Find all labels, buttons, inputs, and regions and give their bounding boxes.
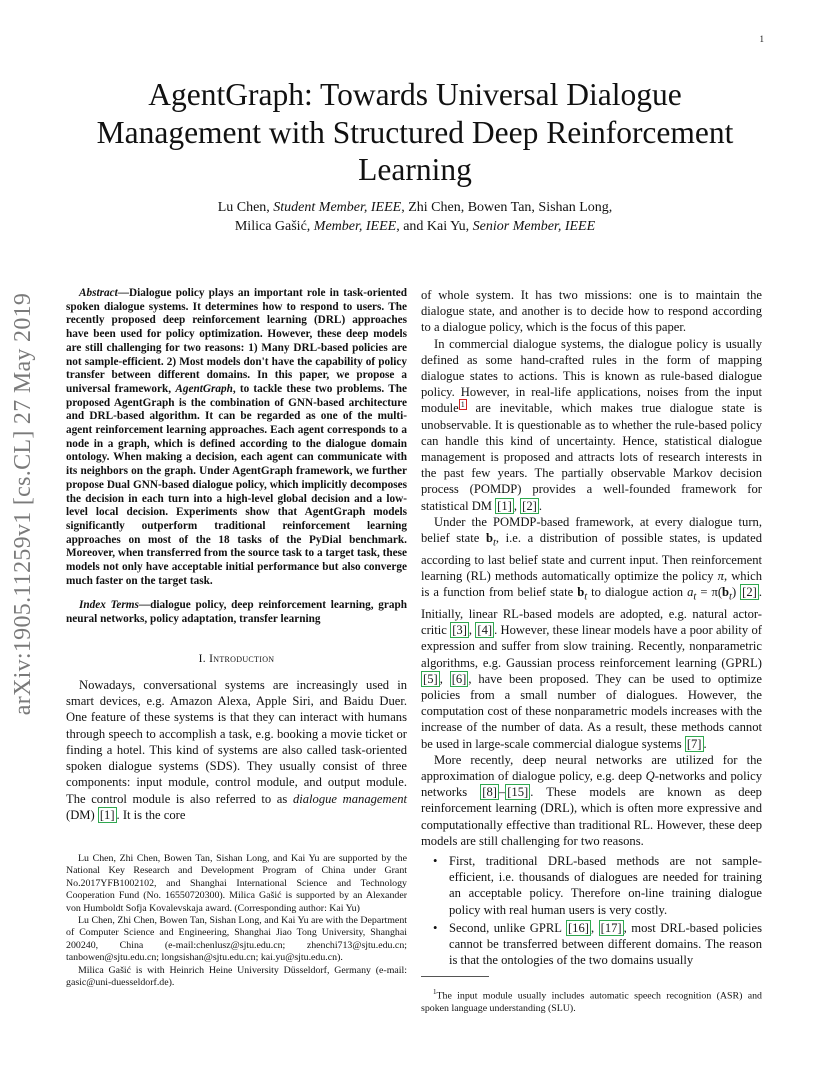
footnote-affiliation: Lu Chen, Zhi Chen, Bowen Tan, Sishan Long, and Kai Yu are with the Department of Computer Science and Engineering, Shanghai Jiao Tong University, Shanghai 200240, China (e-mail:chenlusz@sjtu.edu.cn; zhenchi713@sjtu.edu.cn; tanbowen@sjtu.edu.cn; longsishan@sjtu.edu.cn; kai.yu@sjtu.edu.cn). (66, 915, 407, 964)
citation-link[interactable]: [4] (477, 623, 493, 638)
author-line-1: Lu Chen, Student Member, IEEE, Zhi Chen, Bowen Tan, Sishan Long, (217, 200, 613, 215)
right-column (421, 287, 762, 970)
index-terms: Index Terms—dialogue policy, deep reinforcement learning, graph neural networks, policy adaptation, transfer learning (66, 599, 408, 626)
list-item: • First, traditional DRL-based methods are not sample-efficient, i.e. thousands of dialogues are needed for training an acceptable policy. Therefore on-line training dialogue policy with real human users is very costly. (449, 853, 762, 918)
author-list (70, 198, 760, 236)
challenge-list (421, 853, 762, 968)
footnote-affiliation-gasic: Milica Gašić is with Heinrich Heine University Düsseldorf, Germany (e-mail: gasic@uni-duesseldorf.de). (66, 964, 407, 989)
list-item: • Second, unlike GPRL [16] , [17] , most DRL-based policies cannot be transferred between different domains. The reason is that the ontologies of the two domains usually (449, 920, 762, 969)
citation-link[interactable]: [2] (742, 585, 757, 600)
intro-paragraph-1: Nowadays, conversational systems are increasingly used in smart devices, e.g. Amazon Alexa, Apple Siri, and Baidu Duer. One feature of these systems is that they can interact with humans through speech to accomplish a task, e.g. booking a movie ticket or finding a hotel. This kind of systems are also called task-oriented spoken dialogue systems (SDS). They usually consist of three components: input module, control module, and output module. The control module is also referred to as dialogue management (DM) [1] . It is the core (66, 678, 407, 822)
footnote-link[interactable]: 1 (460, 400, 465, 410)
paragraph-commercial-systems: In commercial dialogue systems, the dialogue policy is usually defined as some hand-crafted rules in the form of mapping dialogue states to actions. This is known as rule-based dialogue policy. However, in real-life applications, noises from the input module $^1$ are inevitable, which makes true dialogue state is unobservable. It is questionable as to whether the rule-based policy can handle this kind of uncertainty. Hence, statistical dialogue management is proposed and attracts lots of research interests in the past few years. The partially observable Markov decision process (POMDP) provides a well-founded framework for statistical DM [1] , [2] . (421, 336, 762, 513)
paragraph-pomdp: Under the POMDP-based framework, at every dialogue turn, belief state $b_t$, i.e. a distribution of possible states, is updated according to last belief state and current input. Then reinforcement learning (RL) methods automatically optimize the policy π, which is a function from belief state $b_t$ to dialogue action $a_t = \pi(b_t)$ [2] . Initially, linear RL-based models are adopted, e.g. natural actor-critic [3] , [4] . However, these linear models have a poor ability of expression and suffer from slow training. Recently, nonparametric algorithms, e.g. Gaussian process reinforcement learning (GPRL) [5] , [6] , have been proposed. They can be used to optimize policies from a small number of dialogues. However, the computation cost of these nonparametric models increases with the increase of the number of data. As a result, these methods cannot be used in large-scale commercial dialogue systems [7] . (421, 514, 763, 751)
paragraph-drl: More recently, deep neural networks are utilized for the approximation of dialogue policy, e.g. deep Q-networks and policy networks [8] – [15] . These models are known as deep reinforcement learning (DRL), which is often more expressive and computationally effective than traditional RL. However, these deep models are still challenging for two reasons. (421, 752, 762, 848)
author-line-2: Milica Gašić, Member, IEEE, and Kai Yu, Senior Member, IEEE (234, 219, 596, 234)
arxiv-stamp: arXiv:1905.11259v1 [cs.CL] 27 May 2019 (10, 292, 36, 716)
citation-link[interactable]: [2] (522, 498, 537, 513)
citation-link[interactable]: [1] (497, 498, 512, 513)
abstract: Abstract—Dialogue policy plays an important role in task-oriented spoken dialogue systems. It determines how to respond to users. The recently proposed deep reinforcement learning (DRL) approaches have been used for policy optimization. However, these deep models are still challenging for two reasons: 1) Many DRL-based policies are not sample-efficient. 2) Most models don't have the capability of policy transfer between different domains. In this paper, we propose a universal framework, AgentGraph, to tackle these two problems. The proposed AgentGraph is the combination of GNN-based architecture and DRL-based algorithm. It can be regarded as one of the multi-agent reinforcement learning approaches. Each agent corresponds to a node in a graph, which is defined according to the dialogue domain ontology. When making a decision, each agent can communicate with its neighbors on the graph. Under AgentGraph framework, we further propose Dual GNN-based dialogue policy, which implicitly decomposes the decision in each turn into a high-level global decision and a low-level local decision. Experiments show that AgentGraph models significantly outperform traditional reinforcement learning approaches on most of the 18 tasks of the PyDial benchmark. Moreover, when transferred from the source task to a target task, these models not only have acceptable initial performance but also converge much faster on the target task. (66, 287, 407, 587)
paragraph-continuation: of whole system. It has two missions: one is to maintain the dialogue state, and another is to decide how to respond according to a dialogue policy, which is the focus of this paper. (421, 288, 762, 335)
citation-link[interactable]: [16] (567, 920, 589, 935)
citation-link[interactable]: [8] (482, 785, 497, 800)
citation-link[interactable]: [3] (452, 623, 467, 638)
footnote-divider (421, 976, 489, 977)
section-heading-introduction: I. Introduction (198, 652, 275, 665)
citation-link[interactable]: [5] (423, 671, 438, 686)
citation-link[interactable]: [1] (99, 807, 115, 822)
paper-title: AgentGraph: Towards Universal Dialogue Management with Structured Deep Reinforcement Learning (96, 77, 734, 187)
citation-link[interactable]: [7] (686, 736, 702, 751)
left-footnotes (66, 853, 407, 989)
citation-link[interactable]: [15] (507, 785, 529, 800)
footnote-input-module: $^1$The input module usually includes automatic speech recognition (ASR) and spoken language understanding (SLU). (421, 988, 762, 1014)
left-column (66, 287, 407, 823)
citation-link[interactable]: [6] (451, 671, 467, 686)
page-number: 1 (759, 34, 764, 44)
footnote-funding: Lu Chen, Zhi Chen, Bowen Tan, Sishan Long, and Kai Yu are supported by the National Key Research and Development Program of China under Grant No.2017YFB1002102, and Shanghai International Science and Technology Cooperation Fund (No. 16550720300). Milica Gašić is supported by an Alexander von Humboldt Sofja Kovalevskaja award. (Corresponding author: Kai Yu) (66, 853, 407, 914)
citation-link[interactable]: [17] (600, 920, 622, 935)
abstract-label: Abstract (79, 287, 118, 299)
